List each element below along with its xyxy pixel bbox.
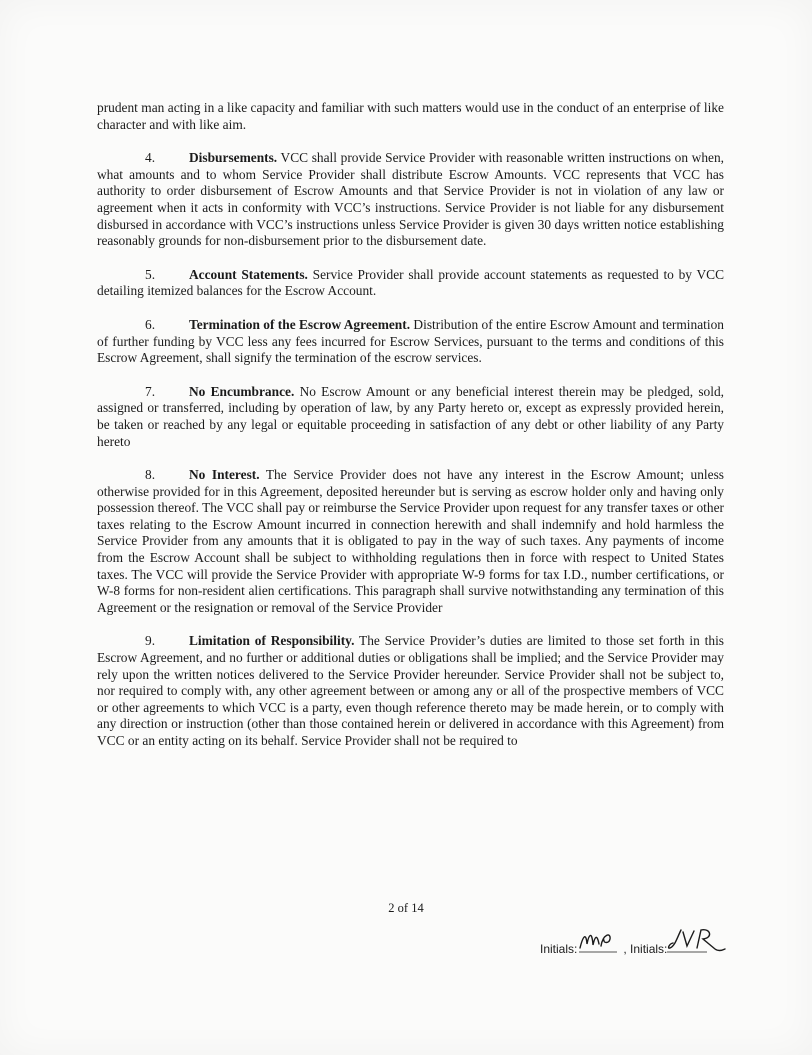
section-4-heading: Disbursements. <box>189 150 278 166</box>
opening-paragraph: prudent man acting in a like capacity and familiar with such matters would use in the conduct of an enterprise of like character and with like aim. <box>97 100 724 132</box>
page-number: 2 of 14 <box>388 901 424 915</box>
section-4 <box>97 150 724 250</box>
initials-label-2: , Initials: <box>623 942 668 956</box>
section-4-body: VCC shall provide Service Provider with reasonable written instructions on when, what amounts and to whom Service Provider shall distribute Escrow Amounts. VCC represents that VCC has authority to order disbursement of Escrow Amounts and that Service Provider is not in violation of any law or agreement when it acts in conformity with VCC’s instructions. Service Provider is not liable for any disbursement disbursed in accordance with VCC’s instructions unless Service Provider is given 30 days written notice establishing reasonably grounds for non-disbursement prior to the disbursement date. <box>97 150 724 249</box>
handwritten-initials-2-icon <box>667 926 727 956</box>
section-7-heading: No Encumbrance. <box>189 383 295 399</box>
section-8-heading: No Interest. <box>189 467 260 483</box>
section-9-heading: Limitation of Responsibility. <box>189 633 355 649</box>
initials-row <box>540 926 727 956</box>
section-7-body: No Escrow Amount or any beneficial interest therein may be pledged, sold, assigned or transferred, including by operation of law, by any Party hereto or, except as expressly provided herein, be taken or reached by any legal or equitable proceeding in satisfaction of any debt or other liability of any Party hereto <box>97 383 724 449</box>
section-8-body: The Service Provider does not have any interest in the Escrow Amount; unless otherwise provided for in this Agreement, deposited hereunder but is serving as escrow holder only and having only possession thereof. The VCC shall pay or reimburse the Service Provider upon request for any transfer taxes or other taxes relating to the Escrow Amount incurred in connection herewith and shall indemnify and hold harmless the Service Provider from any amounts that it is obligated to pay in the way of such taxes. Any payments of income from the Escrow Account shall be subject to withholding regulations then in force with respect to United States taxes. The VCC will provide the Service Provider with appropriate W-9 forms for tax I.D., number certifications, or W-8 forms for non-resident alien certifications. This paragraph shall survive notwithstanding any termination of this Agreement or the resignation or removal of the Service Provider <box>97 467 725 615</box>
section-5-body: Service Provider shall provide account statements as requested to by VCC detailing itemized balances for the Escrow Account. <box>97 266 724 299</box>
handwritten-initials-1-icon <box>577 926 623 956</box>
section-5-heading: Account Statements. <box>189 266 308 282</box>
section-4-number: 4. <box>145 150 156 166</box>
section-9-body: The Service Provider’s duties are limited to those set forth in this Escrow Agreement, and no further or additional duties or obligations shall be implied; and the Service Provider may rely upon the written notices delivered to the Service Provider hereunder. Service Provider shall not be subject to, nor required to comply with, any other agreement between or among any or all of the prospective members of VCC or other agreements to which VCC is a party, even though reference thereto may be made herein, or to comply with any direction or instruction (other than those contained herein or delivered in accordance with this Agreement) from VCC or an entity acting on its behalf. Service Provider shall not be required to <box>97 633 724 748</box>
initials-label-1: Initials: <box>540 942 578 956</box>
section-8-number: 8. <box>145 467 156 483</box>
section-7 <box>97 384 724 450</box>
section-5-number: 5. <box>145 266 156 282</box>
section-8 <box>97 467 724 616</box>
section-6 <box>97 317 724 367</box>
section-6-body: Distribution of the entire Escrow Amount and termination of further funding by VCC less any fees incurred for Escrow Services, pursuant to the terms and conditions of this Escrow Agreement, shall signify the termination of the escrow services. <box>97 316 724 366</box>
section-9 <box>97 633 724 749</box>
document-body <box>97 100 724 767</box>
section-6-number: 6. <box>145 316 156 332</box>
section-9-number: 9. <box>145 633 156 649</box>
section-6-heading: Termination of the Escrow Agreement. <box>189 316 411 332</box>
section-7-number: 7. <box>145 383 156 399</box>
section-5 <box>97 267 724 300</box>
